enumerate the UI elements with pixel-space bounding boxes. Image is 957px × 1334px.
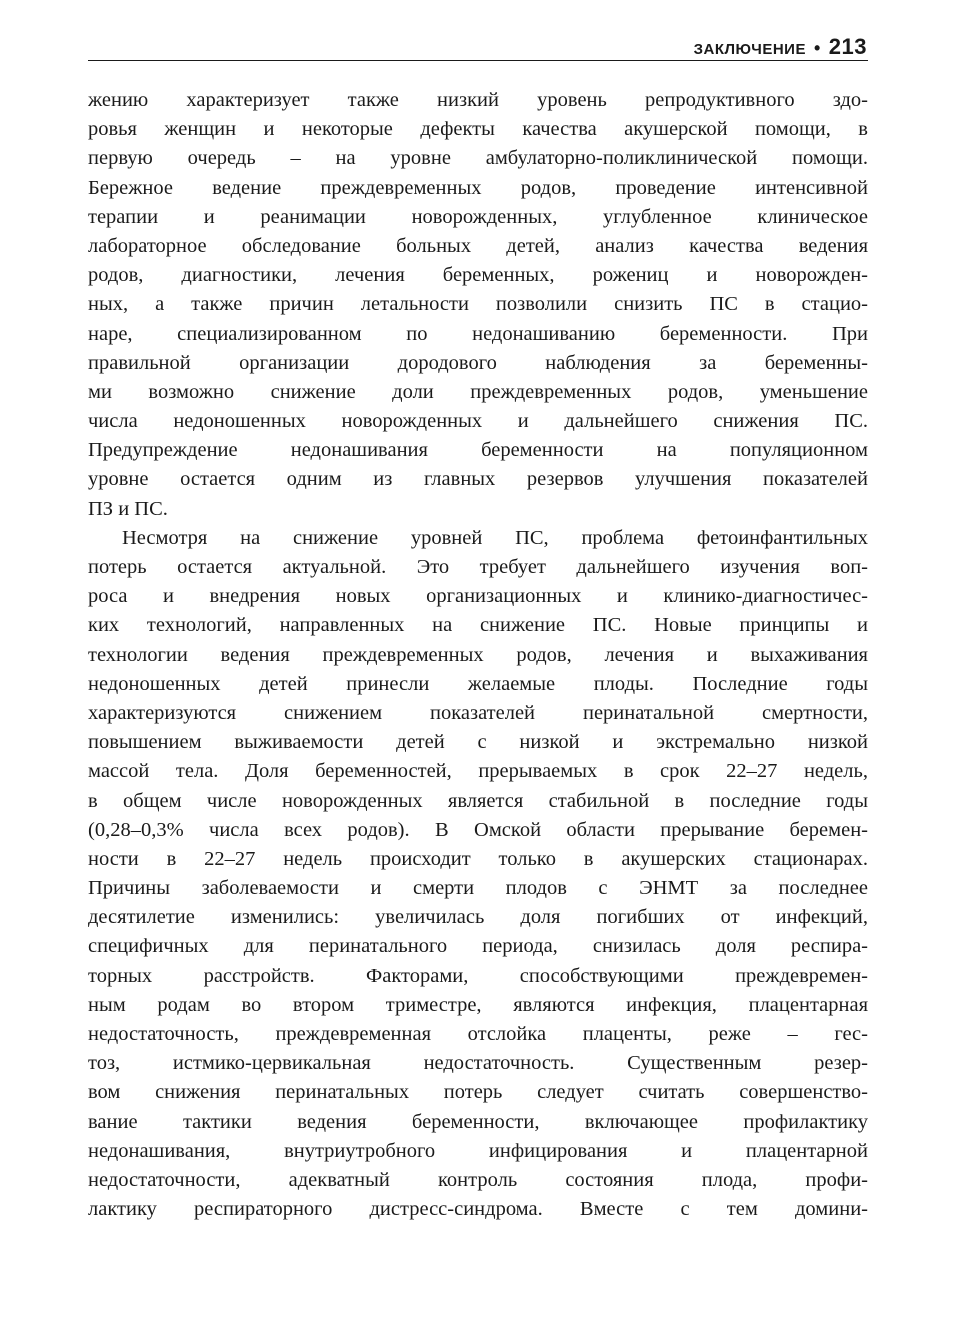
text-line: правильной организации дородового наблюдения за беременны- (88, 351, 868, 374)
text-line: числа недоношенных новорожденных и дальнейшего снижения ПС. (88, 410, 868, 433)
text-line: (0,28–0,3% числа всех родов). В Омской области прерывание беремен- (88, 818, 868, 841)
text-line: ми возможно снижение доли преждевременных родов, уменьшение (88, 380, 868, 403)
text-line: роса и внедрения новых организационных и клинико-диагностичес- (88, 585, 868, 608)
text-line: массой тела. Доля беременностей, прерываемых в срок 22–27 недель, (88, 760, 868, 783)
text-line: лактику респираторного дистресс-синдрома. Вместе с тем домини- (88, 1198, 868, 1221)
text-line: вание тактики ведения беременности, включающее профилактику (88, 1110, 868, 1133)
text-line: недостаточность, преждевременная отслойка плаценты, реже – гес- (88, 1023, 868, 1045)
text-line: родов, диагностики, лечения беременных, рожениц и новорожден- (88, 264, 868, 287)
text-line: в общем числе новорожденных является стабильной в последние годы (88, 789, 868, 812)
text-line: технологии ведения преждевременных родов, лечения и выхаживания (88, 643, 868, 666)
text-line: ности в 22–27 недель происходит только в акушерских стационарах. (88, 847, 868, 870)
text-line: лабораторное обследование больных детей, анализ качества ведения (88, 234, 868, 257)
text-line: ПЗ и ПС. (88, 497, 168, 520)
text-line: недонашивания, внутриутробного инфицирования и плацентарной (88, 1139, 868, 1162)
text-line: десятилетие изменились: увеличилась доля погибших от инфекций, (88, 906, 868, 929)
text-line: недостаточности, адекватный контроль состояния плода, профи- (88, 1168, 868, 1191)
text-line: ным родам во втором триместре, являются инфекция, плацентарная (88, 993, 868, 1016)
text-line: Предупреждение недонашивания беременности на популяционном (88, 439, 868, 462)
text-line: ных, а также причин летальности позволили снизить ПС в стацио- (88, 293, 868, 316)
text-line: ровья женщин и некоторые дефекты качества акушерской помощи, в (88, 118, 868, 141)
text-line: недоношенных детей принесли желаемые плоды. Последние годы (88, 672, 868, 695)
text-line: потерь остается актуальной. Это требует дальнейшего изучения воп- (88, 556, 868, 578)
bullet-separator: • (813, 38, 821, 58)
text-line: тоз, истмико-цервикальная недостаточность. Существенным резер- (88, 1052, 868, 1075)
text-line: повышением выживаемости детей с низкой и экстремально низкой (88, 731, 868, 754)
section-title: ЗАКЛЮЧЕНИЕ (693, 41, 806, 58)
text-line: первую очередь – на уровне амбулаторно-поликлинической помощи. (88, 147, 868, 170)
text-line: Причины заболеваемости и смерти плодов с ЭНМТ за последнее (88, 877, 868, 900)
text-line: вом снижения перинатальных потерь следует считать совершенство- (88, 1081, 868, 1104)
text-line: уровне остается одним из главных резервов улучшения показателей (88, 468, 868, 491)
paragraph (88, 86, 868, 524)
body-text (88, 86, 868, 1224)
text-line: ких технологий, направленных на снижение ПС. Новые принципы и (88, 614, 868, 637)
text-line: специфичных для перинатального периода, снизилась доля респира- (88, 935, 868, 958)
text-line: наре, специализированном по недонашиванию беременности. При (88, 322, 868, 345)
text-line: терапии и реанимации новорожденных, углубленное клиническое (88, 205, 868, 228)
running-head (694, 34, 867, 60)
text-line: жению характеризует также низкий уровень репродуктивного здо- (88, 89, 868, 111)
text-line: характеризуются снижением показателей перинатальной смертности, (88, 701, 868, 724)
page-number: 213 (828, 34, 867, 59)
text-line: торных расстройств. Факторами, способствующими преждевремен- (88, 964, 868, 987)
text-line: Несмотря на снижение уровней ПС, проблема фетоинфантильных (122, 526, 868, 549)
paragraph (88, 524, 868, 1225)
header-divider (88, 60, 868, 61)
text-line: Бережное ведение преждевременных родов, проведение интенсивной (88, 176, 868, 199)
